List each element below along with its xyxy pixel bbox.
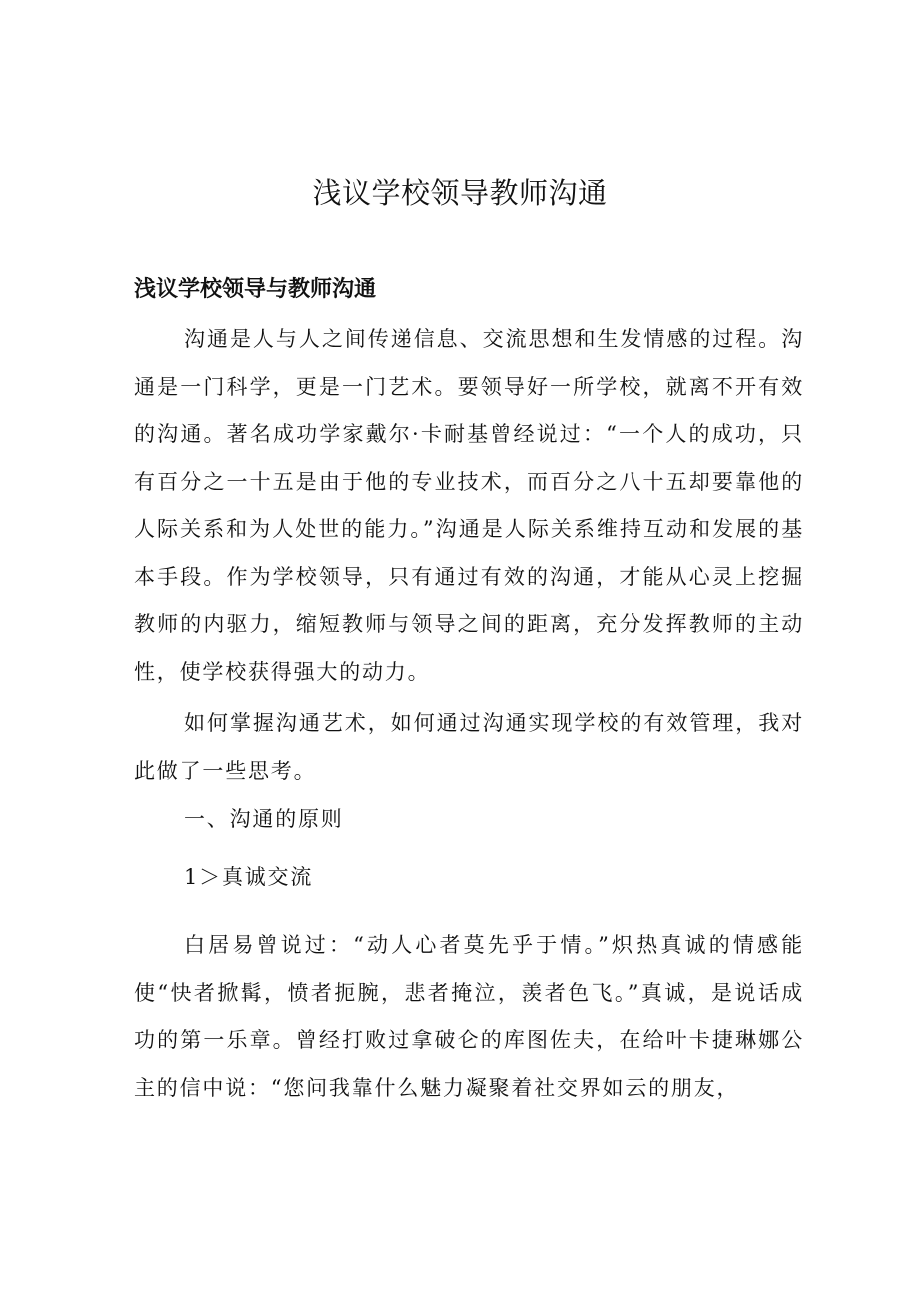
document-subtitle: 浅议学校领导与教师沟通 [134,277,377,302]
document-title: 浅议学校领导教师沟通 [312,176,608,210]
paragraph-intro: 沟通是人与人之间传递信息、交流思想和生发情感的过程。沟通是一门科学，更是一门艺术。要领导好一所学校，就离不开有效的沟通。著名成功学家戴尔·卡耐基曾经说过：“一个人的成功，只有百分之一十五是由于他的专业技术，而百分之八十五却要靠他的人际关系和为人处世的能力。”沟通是人际关系维持互动和发展的基本手段。作为学校领导，只有通过有效的沟通，才能从心灵上挖掘教师的内驱力，缩短教师与领导之间的距离，充分发挥教师的主动性，使学校获得强大的动力。 [134,327,804,684]
subsection-heading-sincere: 1＞真诚交流 [184,865,314,889]
paragraph-sincere: 白居易曾说过：“动人心者莫先乎于情。”炽热真诚的情感能使“快者掀髯，愤者扼腕，悲者掩泣，羡者色飞。”真诚，是说话成功的第一乐章。曾经打败过拿破仑的库图佐夫，在给叶卡捷琳娜公主的信中说：“您问我靠什么魅力凝聚着社交界如云的朋友， [134,933,804,1100]
section-heading-principles: 一、沟通的原则 [184,807,344,831]
paragraph-question: 如何掌握沟通艺术，如何通过沟通实现学校的有效管理，我对此做了一些思考。 [134,711,804,783]
